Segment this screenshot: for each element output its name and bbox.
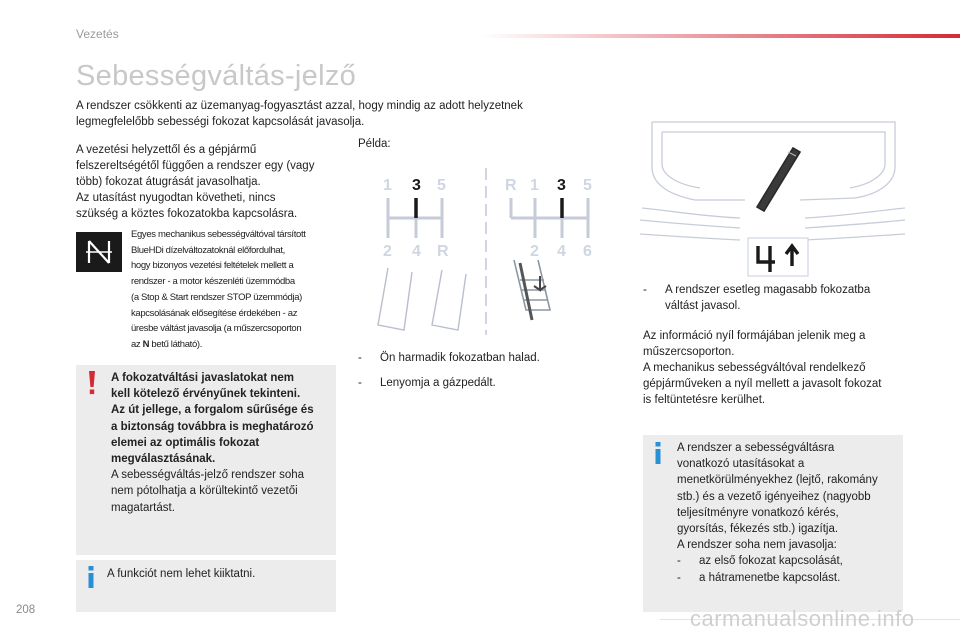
warning-text: A fokozatváltási javaslatokat nem kell kötelező érvényűnek tekinteni. Az út jellege, a forgalom sűrűsége és a biztonság továbbra is meghatározó elemei az optimális fokozat megválasztásának. A sebességváltás-jelző rendszer soha nem pótolhatja a körültekintő vezetői magatartást.	[111, 372, 314, 514]
info-text-adaptation: A rendszer a sebességváltásra vonatkozó utasításokat a menetkörülményekhez (lejtő, rakomány stb.) és a vezető igényeihez (nagyobb teljesítményre vonatkozó kérés, gyorsítás, fékezés stb.) igazítja. A rendszer soha nem javasolja: - az első fokozat kapcsolását, - a hátramenetbe kapcsolást.	[677, 440, 897, 586]
example-label: Példa:	[358, 138, 391, 150]
gear-left-bottom-2: 2	[383, 243, 392, 260]
gear-left-bottom-r: R	[437, 243, 449, 260]
list-item: - Ön harmadik fokozatban halad.	[358, 352, 540, 364]
list-item: - A rendszer esetleg magasabb fokozatba váltást javasol.	[643, 284, 871, 312]
warning-exclamation-icon	[86, 370, 98, 396]
page-title: Sebességváltás-jelző	[76, 60, 357, 92]
gear-right-top-3: 3	[557, 177, 566, 194]
gear-left-top-5: 5	[437, 177, 446, 194]
list-item: - az első fokozat kapcsolását,	[677, 555, 843, 568]
gear-left-top-3: 3	[412, 177, 421, 194]
arrow-info-paragraph: Az információ nyíl formájában jelenik meg a műszercsoporton. A mechanikus sebességváltóval rendelkező gépjárműveken a nyíl mellett a javasolt fokozat is feltüntetésre kerülhet.	[643, 330, 882, 406]
header-accent-line	[480, 34, 960, 38]
info-icon	[87, 566, 95, 588]
list-item: - Lenyomja a gázpedált.	[358, 377, 496, 389]
page-number: 208	[16, 604, 36, 616]
left-paragraph: A vezetési helyzettől és a gépjármű felszereltségétől függően a rendszer egy (vagy több) fokozat átugrását javasolhatja. Az utasítást nyugodtan követheti, nincs szükség a köztes fokozatokba kapcsolásra.	[76, 144, 315, 220]
instrument-cluster-illustration	[640, 112, 905, 277]
info-text-deactivation: A funkciót nem lehet kiiktatni.	[107, 568, 256, 580]
gear-right-top-1: 1	[530, 177, 539, 194]
gear-right-bottom-4: 4	[557, 243, 566, 260]
info-icon	[654, 442, 662, 464]
section-title: Vezetés	[76, 27, 119, 41]
example-steps-list	[358, 350, 618, 400]
gear-right-bottom-6: 6	[583, 243, 592, 260]
gear-right-bottom-2: 2	[530, 243, 539, 260]
gear-left-top-1: 1	[383, 177, 392, 194]
gear-left-bottom-4: 4	[412, 243, 421, 260]
gear-right-top-r: R	[505, 177, 517, 194]
list-item: - a hátramenetbe kapcsolást.	[677, 571, 841, 584]
intro-paragraph: A rendszer csökkenti az üzemanyag-fogyasztást azzal, hogy mindig az adott helyzetnek legmegfelelőbb sebességi fokozat kapcsolását javasolja.	[76, 100, 523, 128]
watermark-link[interactable]: carmanualsonline.info	[690, 606, 915, 631]
bluehdi-note: Egyes mechanikus sebességváltóval társított BlueHDi dízelváltozatoknál előfordulhat, hogy bizonyos vezetési feltételek mellett a rendszer - a motor készenléti üzemmódba (a Stop & Start rendszer STOP üzemmódja) kapcsolásának elősegítése érdekében - az üresbe váltást javasolja (a műszercsoporton az N betű látható).	[131, 229, 306, 350]
gear-shift-illustration	[360, 160, 610, 345]
gear-right-top-5: 5	[583, 177, 592, 194]
upshift-list	[643, 282, 905, 314]
neutral-gear-icon	[76, 232, 122, 272]
